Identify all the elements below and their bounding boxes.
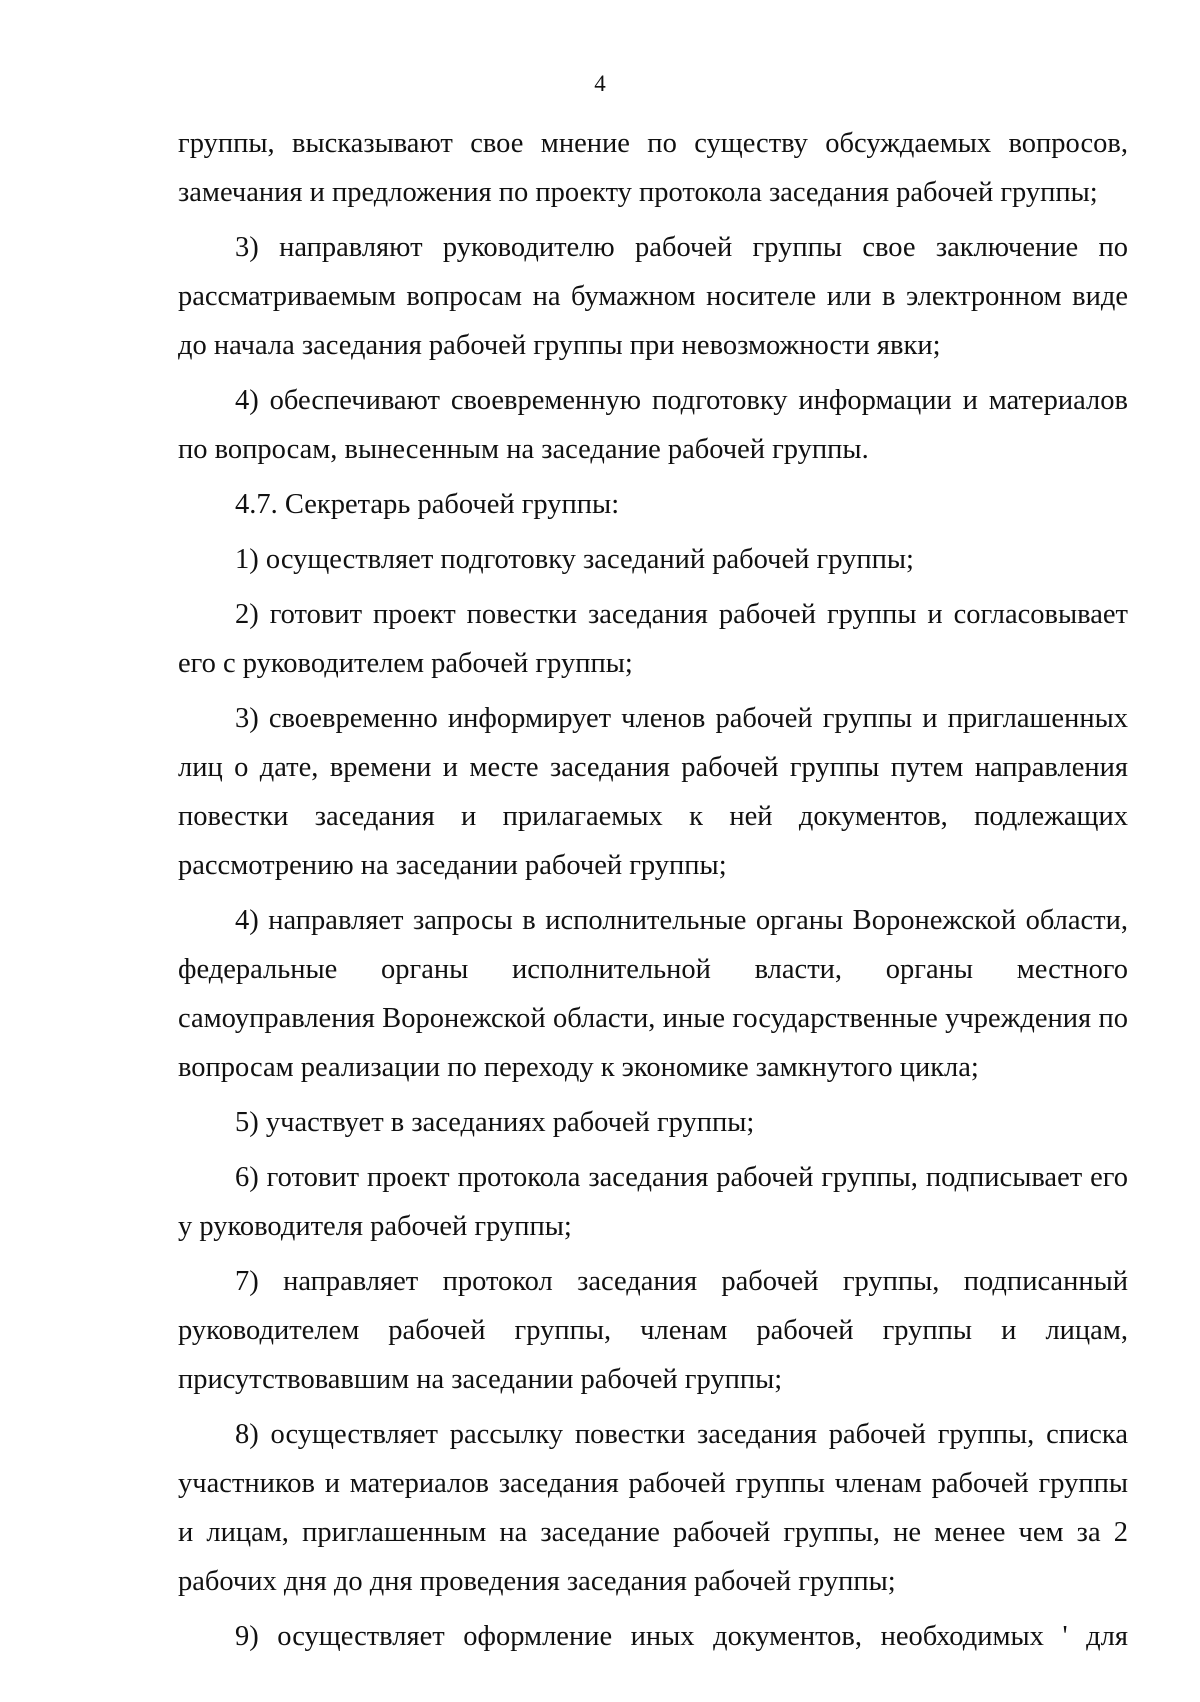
secretary-item-6: 6) готовит проект протокола заседания рабочей группы, подписывает его у руководителя рабочей группы;: [178, 1162, 1128, 1242]
secretary-item-5: 5) участвует в заседаниях рабочей группы;: [235, 1107, 755, 1138]
secretary-item-2: 2) готовит проект повестки заседания рабочей группы и согласовывает его с руководителем рабочей группы;: [178, 599, 1128, 679]
secretary-item-7: 7) направляет протокол заседания рабочей группы, подписанный руководителем рабочей группы, членам рабочей группы и лицам, присутствовавшим на заседании рабочей группы;: [178, 1266, 1128, 1395]
secretary-item-3: 3) своевременно информирует членов рабочей группы и приглашенных лиц о дате, времени и месте заседания рабочей группы путем направления повестки заседания и прилагаемых к ней документов, подлежащих рассмотрению на заседании рабочей группы;: [178, 703, 1128, 881]
paragraph-item-3: 3) направляют руководителю рабочей группы свое заключение по рассматриваемым вопросам на бумажном носителе или в электронном виде до начала заседания рабочей группы при невозможности явки;: [178, 232, 1128, 361]
secretary-item-1: 1) осуществляет подготовку заседаний рабочей группы;: [235, 544, 914, 575]
secretary-item-8: 8) осуществляет рассылку повестки заседания рабочей группы, списка участников и материалов заседания рабочей группы членам рабочей группы и лицам, приглашенным на заседание рабочей группы, не менее чем за 2 рабочих дня до дня проведения заседания рабочей группы;: [178, 1419, 1128, 1597]
secretary-item-9: 9) осуществляет оформление иных документов, необходимых ' для: [235, 1621, 1128, 1652]
page-number: 4: [594, 71, 606, 96]
document-body: [178, 119, 1128, 1661]
section-heading-4-7: 4.7. Секретарь рабочей группы:: [235, 489, 620, 520]
secretary-item-4: 4) направляет запросы в исполнительные органы Воронежской области, федеральные органы исполнительной власти, органы местного самоуправления Воронежской области, иные государственные учреждения по вопросам реализации по переходу к экономике замкнутого цикла;: [178, 905, 1128, 1083]
paragraph-item-4: 4) обеспечивают своевременную подготовку информации и материалов по вопросам, вынесенным на заседание рабочей группы.: [178, 385, 1128, 465]
paragraph-continuation: группы, высказывают свое мнение по существу обсуждаемых вопросов, замечания и предложения по проекту протокола заседания рабочей группы;: [178, 128, 1128, 208]
